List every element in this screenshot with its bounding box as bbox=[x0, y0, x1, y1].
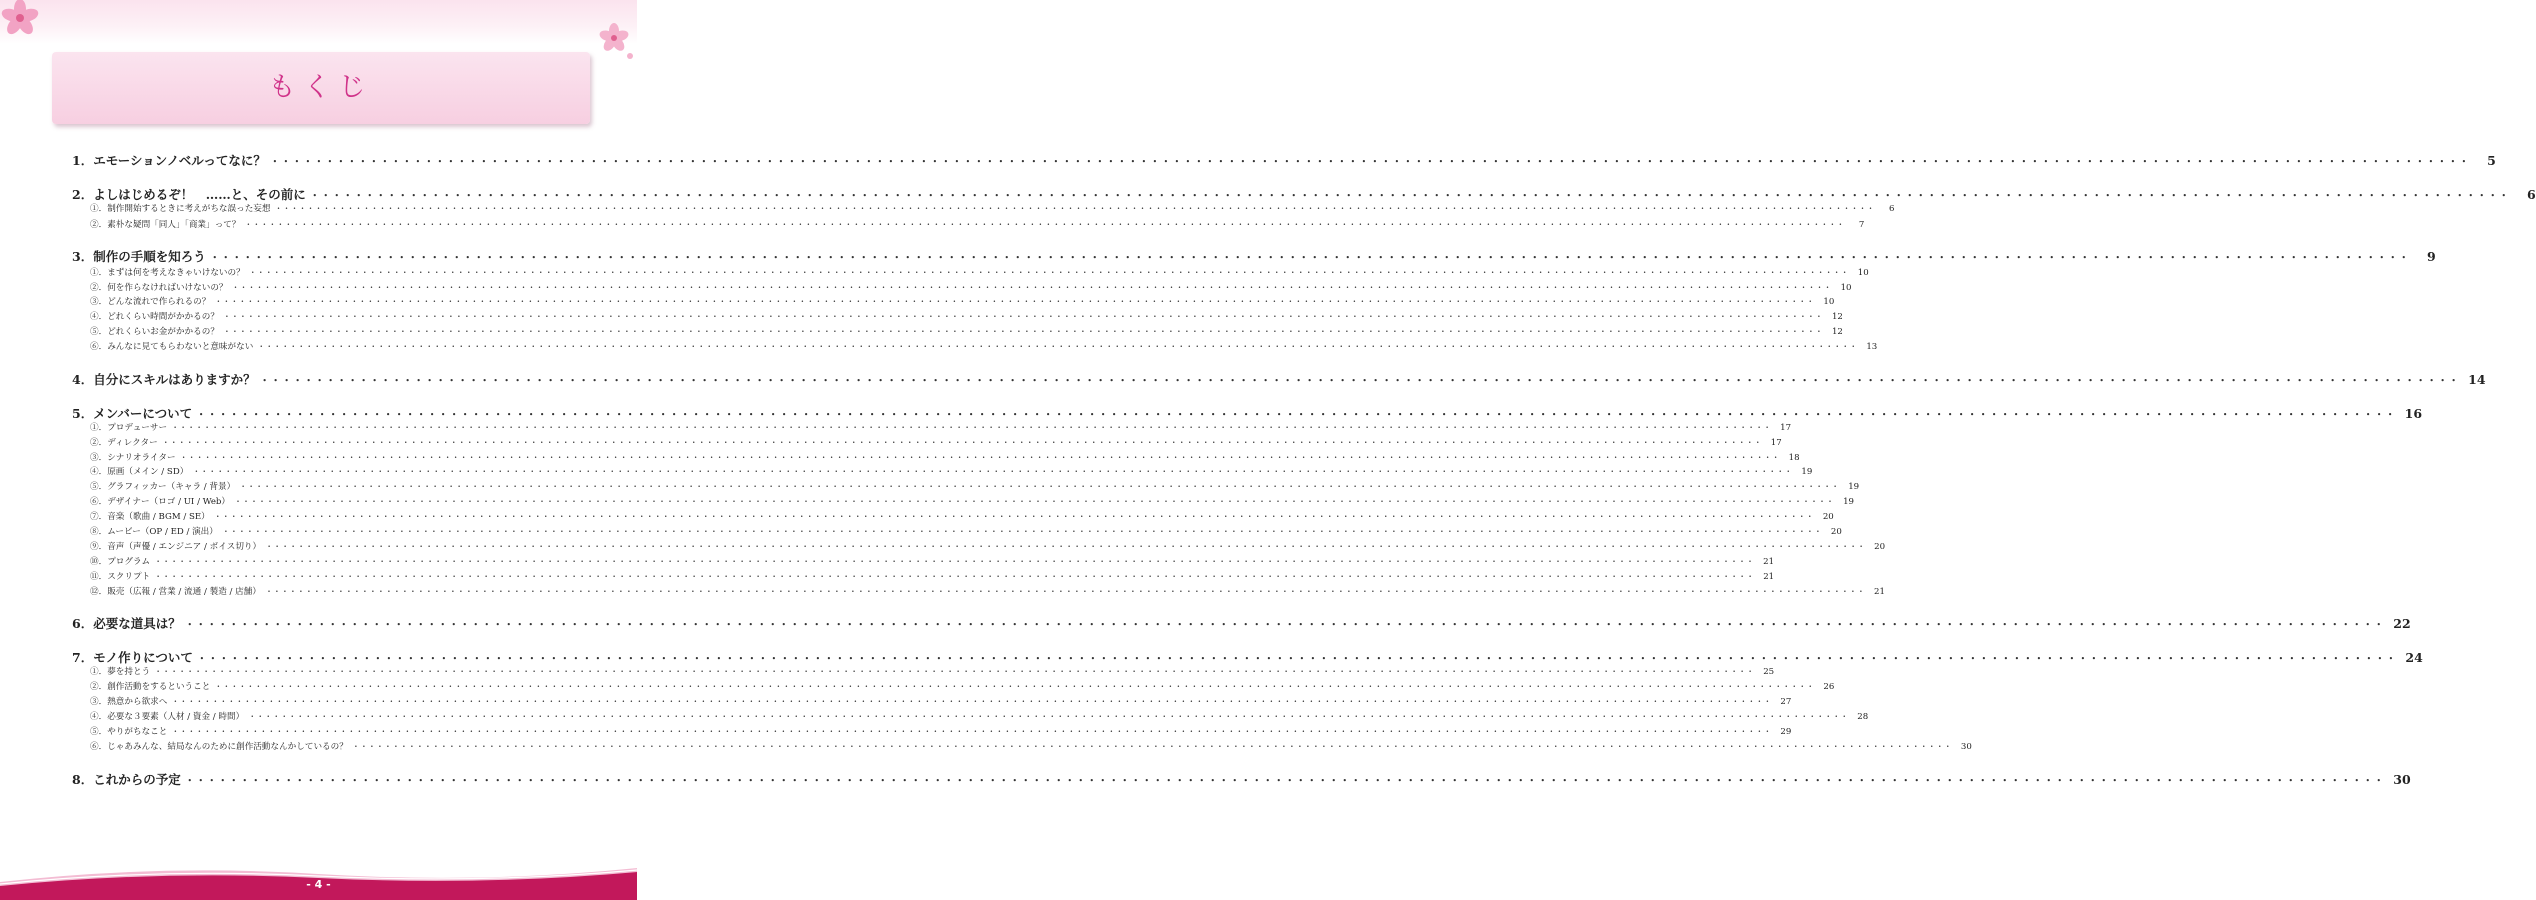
toc-entry-label: ④．原画（メイン / SD） bbox=[90, 467, 189, 477]
toc-entry-label: ④．必要な３要素（人材 / 資金 / 時間） bbox=[90, 712, 245, 722]
dot-leader: ・・・・・・・・・・・・・・・・・・・・・・・・・・・・・・・・・・・・・・・・・・・・・・・・・・・・・・・・・・・・・・・・・・・・・・・・・・・・・・・・・・・・・・・・・・・・・・・・・・・・・・・・・・・・・・・・・・・・・・・・・・・・・・・・・・・・・・・・・・・・・・・・・・・・・・・・・・・・・・・・・・・・・・・・・・・・・・・・・・・・・・・・・・・・・・・・・・・・・・・・ bbox=[179, 453, 1780, 462]
toc-page-number: 21 bbox=[1763, 557, 1775, 567]
toc-page-number: 20 bbox=[1822, 512, 1834, 522]
toc-page-number: 14 bbox=[2468, 372, 2486, 387]
dot-leader: ・・・・・・・・・・・・・・・・・・・・・・・・・・・・・・・・・・・・・・・・・・・・・・・・・・・・・・・・・・・・・・・・・・・・・・・・・・・・・・・・・・・・・・・・・・・・・・・・・・・・・・・・・・・・・・・・・・・・・・・・・・・・・・・・・・・・・・・・・・・・・・・・・・・・・・・・・・・・・・・・・・・・・・・・・・・・・・・・・・・・・・・・・・・・・・・・・・・・・・・・ bbox=[214, 297, 1815, 306]
toc-page-number: 6 bbox=[1889, 204, 1895, 214]
dot-leader: ・・・・・・・・・・・・・・・・・・・・・・・・・・・・・・・・・・・・・・・・・・・・・・・・・・・・・・・・・・・・・・・・・・・・・・・・・・・・・・・・・・・・・・・・・・・・・・・・・・・・・・・・・・・・・・・・・・・・・・・・・・・・・・・・・・・・・・・・・・・・・・・・・・・・・・・・・・・・・・・・・・・・・・・・・・・・・・・・・・・・・・・・・・・・・・・・・・・・・・・・ bbox=[239, 482, 1840, 491]
toc-section-row[interactable] bbox=[72, 218, 1865, 230]
toc-page-number: 10 bbox=[1857, 268, 1869, 278]
toc-entry-label: ⑫．販売（広報 / 営業 / 流通 / 製造 / 店舗） bbox=[90, 587, 261, 597]
toc-entry-label: ⑤．どれくらいお金がかかるの？ bbox=[90, 327, 219, 337]
page-number: - 4 - bbox=[306, 878, 331, 891]
toc-entry-label: ⑪．スクリプト bbox=[90, 572, 151, 582]
toc-section-row[interactable] bbox=[72, 480, 1860, 492]
dot-leader: ・・・・・・・・・・・・・・・・・・・・・・・・・・・・・・・・・・・・・・・・・・・・・・・・・・・・・・・・・・・・・・・・・・・・・・・・・・・・・・・・・・・・・・・・・・・・・・・・・・・・・・・・・・・・・・・・・・・・・・・・・・・・・・・・・・・・・・・・・・・・・・・・・・・・・・・・・・・・・・・・・・・・・・・・・・・・・・・・・・・・・・・・・・・・・・・・・・・・・・・・ bbox=[209, 253, 2410, 264]
toc-entry-label: ⑥．デザイナー（ロゴ / UI / Web） bbox=[90, 497, 231, 507]
dot-leader: ・・・・・・・・・・・・・・・・・・・・・・・・・・・・・・・・・・・・・・・・・・・・・・・・・・・・・・・・・・・・・・・・・・・・・・・・・・・・・・・・・・・・・・・・・・・・・・・・・・・・・・・・・・・・・・・・・・・・・・・・・・・・・・・・・・・・・・・・・・・・・・・・・・・・・・・・・・・・・・・・・・・・・・・・・・・・・・・・・・・・・・・・・・・・・・・・・・・・・・・・ bbox=[222, 312, 1823, 321]
toc-page-number: 25 bbox=[1763, 667, 1775, 677]
toc-page-number: 19 bbox=[1843, 497, 1854, 507]
toc-chapter-row[interactable] bbox=[72, 404, 2423, 422]
dot-leader: ・・・・・・・・・・・・・・・・・・・・・・・・・・・・・・・・・・・・・・・・・・・・・・・・・・・・・・・・・・・・・・・・・・・・・・・・・・・・・・・・・・・・・・・・・・・・・・・・・・・・・・・・・・・・・・・・・・・・・・・・・・・・・・・・・・・・・・・・・・・・・・・・・・・・・・・・・・・・・・・・・・・・・・・・・・・・・・・・・・・・・・・・・・・・・・・・・・・・・・・・ bbox=[231, 283, 1832, 292]
dot-leader: ・・・・・・・・・・・・・・・・・・・・・・・・・・・・・・・・・・・・・・・・・・・・・・・・・・・・・・・・・・・・・・・・・・・・・・・・・・・・・・・・・・・・・・・・・・・・・・・・・・・・・・・・・・・・・・・・・・・・・・・・・・・・・・・・・・・・・・・・・・・・・・・・・・・・・・・・・・・・・・・・・・・・・・・・・・・・・・・・・・・・・・・・・・・・・・・・・・・・・・・・ bbox=[154, 572, 1755, 581]
toc-section-row[interactable] bbox=[72, 266, 1869, 278]
toc-page-number: 20 bbox=[1874, 542, 1886, 552]
toc-section-row[interactable] bbox=[72, 340, 1878, 352]
toc-entry-label: ⑦．音楽（歌曲 / BGM / SE） bbox=[90, 512, 210, 522]
toc-page-number: 21 bbox=[1873, 587, 1885, 597]
toc-section-row[interactable] bbox=[72, 555, 1775, 567]
toc-page-number: 24 bbox=[2405, 650, 2423, 665]
dot-leader: ・・・・・・・・・・・・・・・・・・・・・・・・・・・・・・・・・・・・・・・・・・・・・・・・・・・・・・・・・・・・・・・・・・・・・・・・・・・・・・・・・・・・・・・・・・・・・・・・・・・・・・・・・・・・・・・・・・・・・・・・・・・・・・・・・・・・・・・・・・・・・・・・・・・・・・・・・・・・・・・・・・・・・・・・・・・・・・・・・・・・・・・・・・・・・・・・・・・・・・・・ bbox=[192, 467, 1793, 476]
toc-section-row[interactable] bbox=[72, 281, 1852, 293]
toc-entry-label: 7．モノ作りについて bbox=[72, 650, 193, 665]
dot-leader: ・・・・・・・・・・・・・・・・・・・・・・・・・・・・・・・・・・・・・・・・・・・・・・・・・・・・・・・・・・・・・・・・・・・・・・・・・・・・・・・・・・・・・・・・・・・・・・・・・・・・・・・・・・・・・・・・・・・・・・・・・・・・・・・・・・・・・・・・・・・・・・・・・・・・・・・・・・・・・・・・・・・・・・・・・・・・・・・・・・・・・・・・・・・・・・・・・・・・・・・・ bbox=[161, 438, 1762, 447]
toc-section-row[interactable] bbox=[72, 436, 1782, 448]
toc-section-row[interactable] bbox=[72, 325, 1843, 337]
toc-entry-label: 6．必要な道具は？ bbox=[72, 616, 181, 631]
toc-page-number: 17 bbox=[1780, 423, 1792, 433]
toc-page-number: 30 bbox=[2393, 772, 2411, 787]
dot-leader: ・・・・・・・・・・・・・・・・・・・・・・・・・・・・・・・・・・・・・・・・・・・・・・・・・・・・・・・・・・・・・・・・・・・・・・・・・・・・・・・・・・・・・・・・・・・・・・・・・・・・・・・・・・・・・・・・・・・・・・・・・・・・・・・・・・・・・・・・・・・・・・・・・・・・・・・・・・・・・・・・・・・・・・・・・・・・・・・・・・・・・・・・・・・・・・・・・・・・・・・・ bbox=[248, 712, 1849, 721]
dot-leader: ・・・・・・・・・・・・・・・・・・・・・・・・・・・・・・・・・・・・・・・・・・・・・・・・・・・・・・・・・・・・・・・・・・・・・・・・・・・・・・・・・・・・・・・・・・・・・・・・・・・・・・・・・・・・・・・・・・・・・・・・・・・・・・・・・・・・・・・・・・・・・・・・・・・・・・・・・・・・・・・・・・・・・・・・・・・・・・・・・・・・・・・・・・・・・・・・・・・・・・・・ bbox=[154, 557, 1755, 566]
toc-section-row[interactable] bbox=[72, 510, 1834, 522]
toc-entry-label: 5．メンバーについて bbox=[72, 406, 193, 421]
toc-section-row[interactable] bbox=[72, 451, 1800, 463]
toc-page-number: 21 bbox=[1763, 572, 1775, 582]
dot-leader: ・・・・・・・・・・・・・・・・・・・・・・・・・・・・・・・・・・・・・・・・・・・・・・・・・・・・・・・・・・・・・・・・・・・・・・・・・・・・・・・・・・・・・・・・・・・・・・・・・・・・・・・・・・・・・・・・・・・・・・・・・・・・・・・・・・・・・・・・・・・・・・・・・・・・・・・・・・・・・・・・・・・・・・・・・・・・・・・・・・・・・・・・・・・・・・・・・・・・・・・・ bbox=[244, 220, 1845, 229]
toc-section-row[interactable] bbox=[72, 202, 1895, 214]
toc-entry-label: ⑧．ムービー（OP / ED / 演出） bbox=[90, 527, 218, 537]
toc-page-number: 10 bbox=[1823, 297, 1835, 307]
toc-page-number: 28 bbox=[1857, 712, 1869, 722]
dot-leader: ・・・・・・・・・・・・・・・・・・・・・・・・・・・・・・・・・・・・・・・・・・・・・・・・・・・・・・・・・・・・・・・・・・・・・・・・・・・・・・・・・・・・・・・・・・・・・・・・・・・・・・・・・・・・・・・・・・・・・・・・・・・・・・・・・・・・・・・・・・・・・・・・・・・・・・・・・・・・・・・・・・・・・・・・・・・・・・・・・・・・・・・・・・・・・・・・・・・・・・・・ bbox=[259, 376, 2460, 387]
dot-leader: ・・・・・・・・・・・・・・・・・・・・・・・・・・・・・・・・・・・・・・・・・・・・・・・・・・・・・・・・・・・・・・・・・・・・・・・・・・・・・・・・・・・・・・・・・・・・・・・・・・・・・・・・・・・・・・・・・・・・・・・・・・・・・・・・・・・・・・・・・・・・・・・・・・・・・・・・・・・・・・・・・・・・・・・・・・・・・・・・・・・・・・・・・・・・・・・・・・・・・・・・ bbox=[171, 697, 1772, 706]
toc-page-number: 10 bbox=[1840, 283, 1852, 293]
toc-page-number: 30 bbox=[1960, 742, 1972, 752]
dot-leader: ・・・・・・・・・・・・・・・・・・・・・・・・・・・・・・・・・・・・・・・・・・・・・・・・・・・・・・・・・・・・・・・・・・・・・・・・・・・・・・・・・・・・・・・・・・・・・・・・・・・・・・・・・・・・・・・・・・・・・・・・・・・・・・・・・・・・・・・・・・・・・・・・・・・・・・・・・・・・・・・・・・・・・・・・・・・・・・・・・・・・・・・・・・・・・・・・・・・・・・・・ bbox=[351, 742, 1952, 751]
toc-chapter-row[interactable] bbox=[72, 614, 2411, 632]
toc-section-row[interactable] bbox=[72, 695, 1792, 707]
toc-chapter-row[interactable] bbox=[72, 370, 2486, 388]
toc-chapter-row[interactable] bbox=[72, 151, 2496, 169]
toc-entry-label: ②．素朴な疑問「同人」「商業」って？ bbox=[90, 220, 241, 230]
toc-chapter-row[interactable] bbox=[72, 247, 2436, 265]
toc-entry-label: ⑨．音声（声優 / エンジニア / ボイス切り） bbox=[90, 542, 262, 552]
top-decoration-band bbox=[0, 0, 637, 44]
toc-page-number: 18 bbox=[1788, 453, 1800, 463]
dot-leader: ・・・・・・・・・・・・・・・・・・・・・・・・・・・・・・・・・・・・・・・・・・・・・・・・・・・・・・・・・・・・・・・・・・・・・・・・・・・・・・・・・・・・・・・・・・・・・・・・・・・・・・・・・・・・・・・・・・・・・・・・・・・・・・・・・・・・・・・・・・・・・・・・・・・・・・・・・・・・・・・・・・・・・・・・・・・・・・・・・・・・・・・・・・・・・・・・・・・・・・・・ bbox=[234, 497, 1834, 506]
toc-entry-label: 4．自分にスキルはありますか？ bbox=[72, 372, 256, 387]
toc-entry-label: ②．何を作らなければいけないの？ bbox=[90, 283, 228, 293]
toc-entry-label: ⑥．みんなに見てもらわないと意味がない bbox=[90, 342, 254, 352]
dot-leader: ・・・・・・・・・・・・・・・・・・・・・・・・・・・・・・・・・・・・・・・・・・・・・・・・・・・・・・・・・・・・・・・・・・・・・・・・・・・・・・・・・・・・・・・・・・・・・・・・・・・・・・・・・・・・・・・・・・・・・・・・・・・・・・・・・・・・・・・・・・・・・・・・・・・・・・・・・・・・・・・・・・・・・・・・・・・・・・・・・・・・・・・・・・・・・・・・・・・・・・・・ bbox=[309, 191, 2510, 202]
toc-section-row[interactable] bbox=[72, 295, 1835, 307]
toc-section-row[interactable] bbox=[72, 665, 1775, 677]
toc-section-row[interactable] bbox=[72, 710, 1869, 722]
toc-section-row[interactable] bbox=[72, 540, 1886, 552]
toc-page-number: 27 bbox=[1780, 697, 1792, 707]
toc-section-row[interactable] bbox=[72, 495, 1854, 507]
title-box bbox=[52, 52, 590, 124]
toc-entry-label: ③．シナリオライター bbox=[90, 453, 176, 463]
toc-entry-label: ③．熱意から欲求へ bbox=[90, 697, 168, 707]
toc-entry-label: ③．どんな流れで作られるの？ bbox=[90, 297, 211, 307]
toc-section-row[interactable] bbox=[72, 421, 1792, 433]
cherry-blossom-icon bbox=[0, 0, 44, 44]
dot-leader: ・・・・・・・・・・・・・・・・・・・・・・・・・・・・・・・・・・・・・・・・・・・・・・・・・・・・・・・・・・・・・・・・・・・・・・・・・・・・・・・・・・・・・・・・・・・・・・・・・・・・・・・・・・・・・・・・・・・・・・・・・・・・・・・・・・・・・・・・・・・・・・・・・・・・・・・・・・・・・・・・・・・・・・・・・・・・・・・・・・・・・・・・・・・・・・・・・・・・・・・・ bbox=[196, 410, 2397, 421]
dot-leader: ・・・・・・・・・・・・・・・・・・・・・・・・・・・・・・・・・・・・・・・・・・・・・・・・・・・・・・・・・・・・・・・・・・・・・・・・・・・・・・・・・・・・・・・・・・・・・・・・・・・・・・・・・・・・・・・・・・・・・・・・・・・・・・・・・・・・・・・・・・・・・・・・・・・・・・・・・・・・・・・・・・・・・・・・・・・・・・・・・・・・・・・・・・・・・・・・・・・・・・・・ bbox=[221, 527, 1822, 536]
toc-section-row[interactable] bbox=[72, 740, 1972, 752]
dot-leader: ・・・・・・・・・・・・・・・・・・・・・・・・・・・・・・・・・・・・・・・・・・・・・・・・・・・・・・・・・・・・・・・・・・・・・・・・・・・・・・・・・・・・・・・・・・・・・・・・・・・・・・・・・・・・・・・・・・・・・・・・・・・・・・・・・・・・・・・・・・・・・・・・・・・・・・・・・・・・・・・・・・・・・・・・・・・・・・・・・・・・・・・・・・・・・・・・・・・・・・・・ bbox=[184, 620, 2385, 631]
dot-leader: ・・・・・・・・・・・・・・・・・・・・・・・・・・・・・・・・・・・・・・・・・・・・・・・・・・・・・・・・・・・・・・・・・・・・・・・・・・・・・・・・・・・・・・・・・・・・・・・・・・・・・・・・・・・・・・・・・・・・・・・・・・・・・・・・・・・・・・・・・・・・・・・・・・・・・・・・・・・・・・・・・・・・・・・・・・・・・・・・・・・・・・・・・・・・・・・・・・・・・・・・ bbox=[265, 542, 1866, 551]
dot-leader: ・・・・・・・・・・・・・・・・・・・・・・・・・・・・・・・・・・・・・・・・・・・・・・・・・・・・・・・・・・・・・・・・・・・・・・・・・・・・・・・・・・・・・・・・・・・・・・・・・・・・・・・・・・・・・・・・・・・・・・・・・・・・・・・・・・・・・・・・・・・・・・・・・・・・・・・・・・・・・・・・・・・・・・・・・・・・・・・・・・・・・・・・・・・・・・・・・・・・・・・・ bbox=[264, 587, 1865, 596]
toc-entry-label: ②．創作活動をするということ bbox=[90, 682, 211, 692]
toc-section-row[interactable] bbox=[72, 310, 1843, 322]
toc-entry-label: ⑤．グラフィッカー（キャラ / 背景） bbox=[90, 482, 236, 492]
toc-page-number: 19 bbox=[1801, 467, 1813, 477]
toc-chapter-row[interactable] bbox=[72, 648, 2423, 666]
toc-page-number: 22 bbox=[2393, 616, 2411, 631]
toc-section-row[interactable] bbox=[72, 585, 1885, 597]
toc-page-number: 13 bbox=[1866, 342, 1878, 352]
toc-section-row[interactable] bbox=[72, 525, 1842, 537]
dot-leader: ・・・・・・・・・・・・・・・・・・・・・・・・・・・・・・・・・・・・・・・・・・・・・・・・・・・・・・・・・・・・・・・・・・・・・・・・・・・・・・・・・・・・・・・・・・・・・・・・・・・・・・・・・・・・・・・・・・・・・・・・・・・・・・・・・・・・・・・・・・・・・・・・・・・・・・・・・・・・・・・・・・・・・・・・・・・・・・・・・・・・・・・・・・・・・・・・・・・・・・・・ bbox=[214, 682, 1815, 691]
dot-leader: ・・・・・・・・・・・・・・・・・・・・・・・・・・・・・・・・・・・・・・・・・・・・・・・・・・・・・・・・・・・・・・・・・・・・・・・・・・・・・・・・・・・・・・・・・・・・・・・・・・・・・・・・・・・・・・・・・・・・・・・・・・・・・・・・・・・・・・・・・・・・・・・・・・・・・・・・・・・・・・・・・・・・・・・・・・・・・・・・・・・・・・・・・・・・・・・・・・・・・・・・ bbox=[248, 268, 1849, 277]
toc-section-row[interactable] bbox=[72, 570, 1775, 582]
dot-leader: ・・・・・・・・・・・・・・・・・・・・・・・・・・・・・・・・・・・・・・・・・・・・・・・・・・・・・・・・・・・・・・・・・・・・・・・・・・・・・・・・・・・・・・・・・・・・・・・・・・・・・・・・・・・・・・・・・・・・・・・・・・・・・・・・・・・・・・・・・・・・・・・・・・・・・・・・・・・・・・・・・・・・・・・・・・・・・・・・・・・・・・・・・・・・・・・・・・・・・・・・ bbox=[222, 327, 1823, 336]
toc-section-row[interactable] bbox=[72, 465, 1813, 477]
dot-leader: ・・・・・・・・・・・・・・・・・・・・・・・・・・・・・・・・・・・・・・・・・・・・・・・・・・・・・・・・・・・・・・・・・・・・・・・・・・・・・・・・・・・・・・・・・・・・・・・・・・・・・・・・・・・・・・・・・・・・・・・・・・・・・・・・・・・・・・・・・・・・・・・・・・・・・・・・・・・・・・・・・・・・・・・・・・・・・・・・・・・・・・・・・・・・・・・・・・・・・・・・ bbox=[274, 204, 1875, 213]
dot-leader: ・・・・・・・・・・・・・・・・・・・・・・・・・・・・・・・・・・・・・・・・・・・・・・・・・・・・・・・・・・・・・・・・・・・・・・・・・・・・・・・・・・・・・・・・・・・・・・・・・・・・・・・・・・・・・・・・・・・・・・・・・・・・・・・・・・・・・・・・・・・・・・・・・・・・・・・・・・・・・・・・・・・・・・・・・・・・・・・・・・・・・・・・・・・・・・・・・・・・・・・・ bbox=[171, 727, 1772, 736]
toc-entry-label: 1．エモーションノベルってなに？ bbox=[72, 153, 266, 168]
toc-page-number: 9 bbox=[2427, 249, 2436, 264]
toc-page-number: 19 bbox=[1848, 482, 1860, 492]
toc-page-number: 17 bbox=[1770, 438, 1782, 448]
dot-leader: ・・・・・・・・・・・・・・・・・・・・・・・・・・・・・・・・・・・・・・・・・・・・・・・・・・・・・・・・・・・・・・・・・・・・・・・・・・・・・・・・・・・・・・・・・・・・・・・・・・・・・・・・・・・・・・・・・・・・・・・・・・・・・・・・・・・・・・・・・・・・・・・・・・・・・・・・・・・・・・・・・・・・・・・・・・・・・・・・・・・・・・・・・・・・・・・・・・・・・・・・ bbox=[269, 157, 2470, 168]
toc-entry-label: ⑤．やりがちなこと bbox=[90, 727, 168, 737]
toc-chapter-row[interactable] bbox=[72, 185, 2536, 203]
toc-chapter-row[interactable] bbox=[72, 770, 2411, 788]
toc-entry-label: 3．制作の手順を知ろう bbox=[72, 249, 206, 264]
toc-entry-label: ⑩．プログラム bbox=[90, 557, 151, 567]
toc-entry-label: ④．どれくらい時間がかかるの？ bbox=[90, 312, 219, 322]
toc-page-number: 12 bbox=[1831, 312, 1843, 322]
toc-entry-label: ①．プロデューサー bbox=[90, 423, 168, 433]
toc-entry-label: ①．制作開始するときに考えがちな誤った妄想 bbox=[90, 204, 271, 214]
cherry-blossom-icon bbox=[596, 22, 636, 62]
dot-leader: ・・・・・・・・・・・・・・・・・・・・・・・・・・・・・・・・・・・・・・・・・・・・・・・・・・・・・・・・・・・・・・・・・・・・・・・・・・・・・・・・・・・・・・・・・・・・・・・・・・・・・・・・・・・・・・・・・・・・・・・・・・・・・・・・・・・・・・・・・・・・・・・・・・・・・・・・・・・・・・・・・・・・・・・・・・・・・・・・・・・・・・・・・・・・・・・・・・・・・・・・ bbox=[196, 654, 2397, 665]
toc-page-number: 6 bbox=[2527, 187, 2536, 202]
toc-page-number: 7 bbox=[1858, 220, 1865, 230]
toc-section-row[interactable] bbox=[72, 680, 1835, 692]
toc-entry-label: 8．これからの予定 bbox=[72, 772, 181, 787]
toc-entry-label: ①．まずは何を考えなきゃいけないの？ bbox=[90, 268, 245, 278]
toc-entry-label: ①．夢を持とう bbox=[90, 667, 151, 677]
toc-page-number: 16 bbox=[2404, 406, 2423, 421]
toc-entry-label: ②．ディレクター bbox=[90, 438, 158, 448]
dot-leader: ・・・・・・・・・・・・・・・・・・・・・・・・・・・・・・・・・・・・・・・・・・・・・・・・・・・・・・・・・・・・・・・・・・・・・・・・・・・・・・・・・・・・・・・・・・・・・・・・・・・・・・・・・・・・・・・・・・・・・・・・・・・・・・・・・・・・・・・・・・・・・・・・・・・・・・・・・・・・・・・・・・・・・・・・・・・・・・・・・・・・・・・・・・・・・・・・・・・・・・・・ bbox=[213, 512, 1814, 521]
page-title: もくじ bbox=[268, 72, 374, 103]
dot-leader: ・・・・・・・・・・・・・・・・・・・・・・・・・・・・・・・・・・・・・・・・・・・・・・・・・・・・・・・・・・・・・・・・・・・・・・・・・・・・・・・・・・・・・・・・・・・・・・・・・・・・・・・・・・・・・・・・・・・・・・・・・・・・・・・・・・・・・・・・・・・・・・・・・・・・・・・・・・・・・・・・・・・・・・・・・・・・・・・・・・・・・・・・・・・・・・・・・・・・・・・・ bbox=[171, 423, 1772, 432]
toc-page-number: 20 bbox=[1830, 527, 1842, 537]
toc-page-number: 29 bbox=[1780, 727, 1792, 737]
toc-section-row[interactable] bbox=[72, 725, 1792, 737]
dot-leader: ・・・・・・・・・・・・・・・・・・・・・・・・・・・・・・・・・・・・・・・・・・・・・・・・・・・・・・・・・・・・・・・・・・・・・・・・・・・・・・・・・・・・・・・・・・・・・・・・・・・・・・・・・・・・・・・・・・・・・・・・・・・・・・・・・・・・・・・・・・・・・・・・・・・・・・・・・・・・・・・・・・・・・・・・・・・・・・・・・・・・・・・・・・・・・・・・・・・・・・・・ bbox=[154, 667, 1755, 676]
toc-page-number: 5 bbox=[2487, 153, 2496, 168]
dot-leader: ・・・・・・・・・・・・・・・・・・・・・・・・・・・・・・・・・・・・・・・・・・・・・・・・・・・・・・・・・・・・・・・・・・・・・・・・・・・・・・・・・・・・・・・・・・・・・・・・・・・・・・・・・・・・・・・・・・・・・・・・・・・・・・・・・・・・・・・・・・・・・・・・・・・・・・・・・・・・・・・・・・・・・・・・・・・・・・・・・・・・・・・・・・・・・・・・・・・・・・・・ bbox=[257, 342, 1858, 351]
toc-page-number: 12 bbox=[1831, 327, 1843, 337]
toc-page-number: 26 bbox=[1823, 682, 1835, 692]
toc-entry-label: 2．よしはじめるぞ！ ……と、その前に bbox=[72, 187, 306, 202]
toc-entry-label: ⑥．じゃあみんな、結局なんのために創作活動なんかしているの？ bbox=[90, 742, 348, 752]
dot-leader: ・・・・・・・・・・・・・・・・・・・・・・・・・・・・・・・・・・・・・・・・・・・・・・・・・・・・・・・・・・・・・・・・・・・・・・・・・・・・・・・・・・・・・・・・・・・・・・・・・・・・・・・・・・・・・・・・・・・・・・・・・・・・・・・・・・・・・・・・・・・・・・・・・・・・・・・・・・・・・・・・・・・・・・・・・・・・・・・・・・・・・・・・・・・・・・・・・・・・・・・・ bbox=[184, 776, 2385, 787]
